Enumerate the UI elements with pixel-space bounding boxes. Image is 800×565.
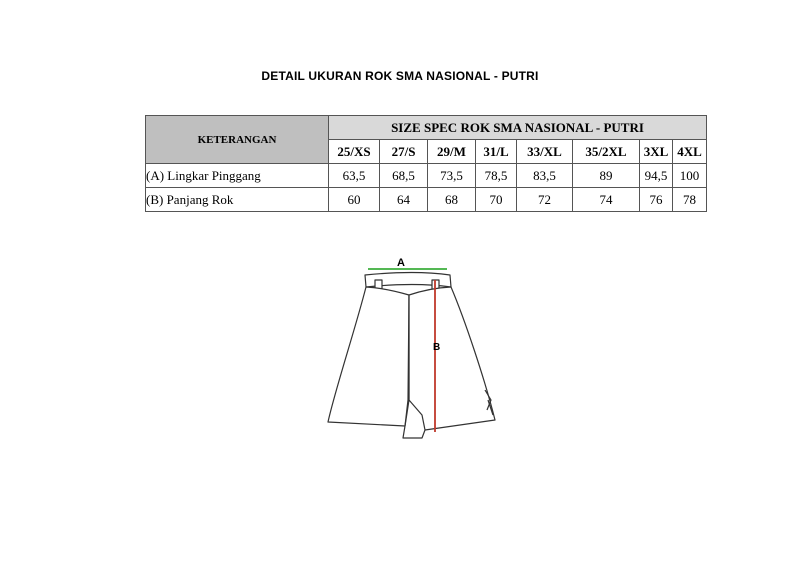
table-cell: 100 xyxy=(673,164,707,188)
size-spec-header: SIZE SPEC ROK SMA NASIONAL - PUTRI xyxy=(329,116,707,140)
table-cell: 78 xyxy=(673,188,707,212)
size-column-header: 33/XL xyxy=(517,140,573,164)
size-column-header: 29/M xyxy=(428,140,476,164)
row-label: (A) Lingkar Pinggang xyxy=(146,164,329,188)
size-spec-table xyxy=(145,115,707,212)
page-title: DETAIL UKURAN ROK SMA NASIONAL - PUTRI xyxy=(261,69,539,83)
table-row xyxy=(146,188,707,212)
table-cell: 73,5 xyxy=(428,164,476,188)
size-column-header: 25/XS xyxy=(329,140,380,164)
size-column-header: 4XL xyxy=(673,140,707,164)
table-cell: 72 xyxy=(517,188,573,212)
skirt-outline xyxy=(328,273,495,439)
table-cell: 63,5 xyxy=(329,164,380,188)
table-cell: 68 xyxy=(428,188,476,212)
table-cell: 83,5 xyxy=(517,164,573,188)
size-column-header: 27/S xyxy=(380,140,428,164)
table-cell: 70 xyxy=(476,188,517,212)
table-cell: 78,5 xyxy=(476,164,517,188)
row-label: (B) Panjang Rok xyxy=(146,188,329,212)
table-cell: 89 xyxy=(573,164,640,188)
table-cell: 74 xyxy=(573,188,640,212)
keterangan-header: KETERANGAN xyxy=(146,116,329,164)
measure-label-a: A xyxy=(397,257,405,269)
table-cell: 94,5 xyxy=(640,164,673,188)
table-cell: 68,5 xyxy=(380,164,428,188)
table-cell: 76 xyxy=(640,188,673,212)
skirt-diagram xyxy=(325,250,505,445)
size-column-header: 3XL xyxy=(640,140,673,164)
size-column-header: 35/2XL xyxy=(573,140,640,164)
table-header-row xyxy=(146,116,707,140)
measure-label-b: B xyxy=(433,342,441,353)
table-cell: 60 xyxy=(329,188,380,212)
size-column-header: 31/L xyxy=(476,140,517,164)
table-row xyxy=(146,164,707,188)
table-cell: 64 xyxy=(380,188,428,212)
